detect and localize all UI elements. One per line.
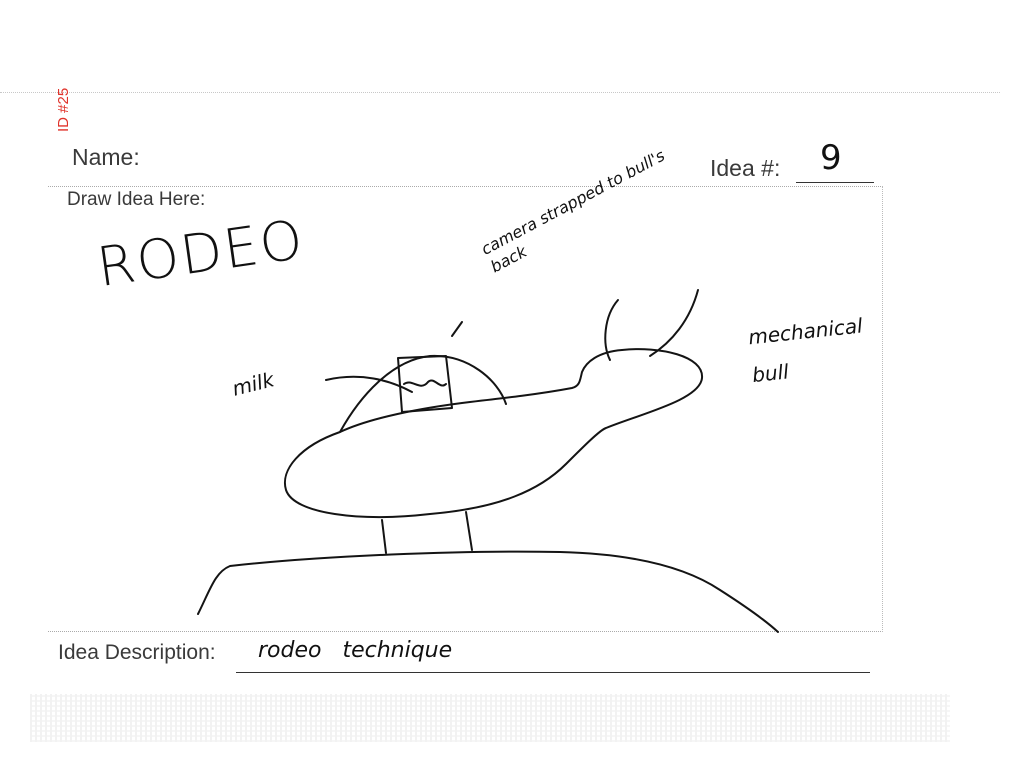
sketch-bull-pointer-right bbox=[650, 290, 698, 356]
sketch-dome bbox=[340, 356, 506, 432]
description-underline bbox=[236, 672, 870, 673]
annotation-camera: camera strapped to bull's back bbox=[478, 145, 668, 277]
draw-idea-label: Draw Idea Here: bbox=[67, 189, 206, 210]
title-rodeo: RODEO bbox=[93, 207, 309, 299]
sketch-box-scribble bbox=[404, 380, 446, 385]
annotation-mechanical-bull: mechanical bull bbox=[747, 313, 864, 388]
id-stamp: ID #25 bbox=[55, 87, 72, 132]
annotation-milk: milk bbox=[229, 367, 277, 401]
sketch-ground bbox=[198, 552, 778, 632]
idea-description-label: Idea Description: bbox=[58, 641, 216, 664]
idea-description-value: rodeo technique bbox=[258, 638, 453, 663]
name-label: Name: bbox=[72, 144, 140, 170]
sketch-post-right bbox=[466, 512, 472, 550]
sketch-bull-body bbox=[285, 349, 702, 517]
idea-number-value: 9 bbox=[820, 138, 842, 178]
sketch-post-left bbox=[382, 520, 386, 553]
sketch-camera-pointer bbox=[452, 322, 462, 336]
idea-number-label: Idea #: bbox=[710, 155, 781, 181]
